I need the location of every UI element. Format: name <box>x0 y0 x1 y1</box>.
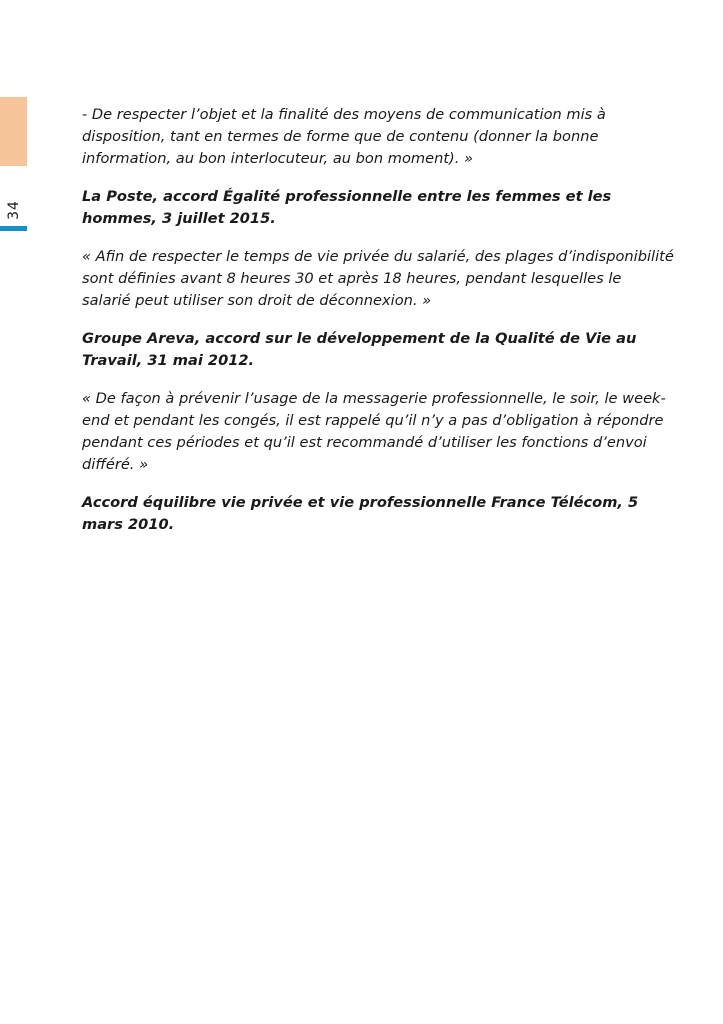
page-number-accent-bar <box>0 226 27 231</box>
page-number-label: 34 <box>5 200 22 220</box>
quote-continuation: - De respecter l’objet et la finalité des moyens de communication mis à disposition, tant en termes de forme que de contenu (donner la bonne information, au bon interlocuteur, au bon moment). » <box>82 106 606 167</box>
side-tab-marker <box>0 97 27 166</box>
page-number <box>3 195 25 225</box>
source-france-telecom: Accord équilibre vie privée et vie professionnelle France Télécom, 5 mars 2010. <box>82 494 639 533</box>
quote-la-poste: « Afin de respecter le temps de vie privée du salarié, des plages d’indisponibilité sont définies avant 8 heures 30 et après 18 heures, pendant lesquelles le salarié peut utiliser son droit de déconnexion. » <box>82 248 674 309</box>
main-content <box>82 104 674 552</box>
source-groupe-areva: Groupe Areva, accord sur le développement de la Qualité de Vie au Travail, 31 mai 2012. <box>82 330 637 369</box>
quote-areva: « De façon à prévenir l’usage de la messagerie professionnelle, le soir, le week-end et pendant les congés, il est rappelé qu’il n’y a pas d’obligation à répondre pendant ces périodes et qu’il est recommandé d’utiliser les fonctions d’envoi différé. » <box>82 390 666 473</box>
source-la-poste: La Poste, accord Égalité professionnelle entre les femmes et les hommes, 3 juillet 2015. <box>82 188 612 227</box>
